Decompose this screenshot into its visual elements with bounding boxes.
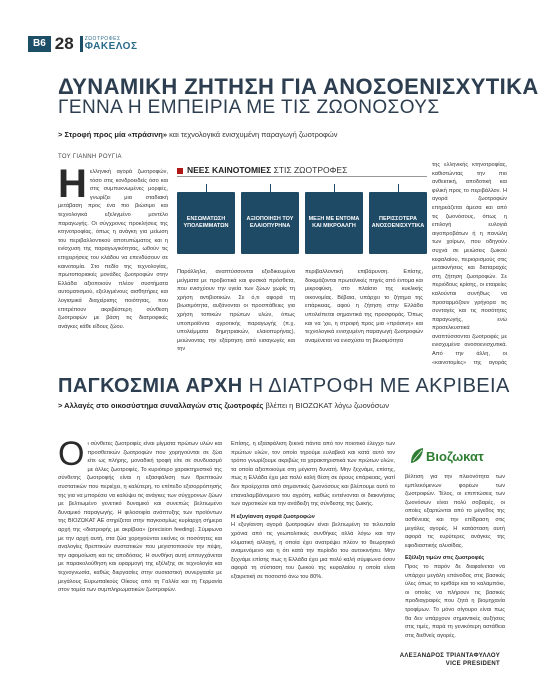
- article2-subhead2: Εξέλιξη τιμών στις ζωοτροφές: [405, 555, 485, 562]
- innovations-title: [177, 165, 347, 175]
- innovation-box: ΜΕΞΗ ΜΕ ΕΝΤΟΜΑ ΚΑΙ ΜΙΚΡΟΑΛΓΗ: [305, 192, 363, 254]
- innovation-box: ΠΕΡΙΣΣΟΤΕΡΑ ΑΝΟΣΟΕΝΙΣΧΥΤΙΚΑ: [369, 192, 427, 254]
- article1-column3: περιβαλλοντική επιβάρυνση. Επίσης, δοκιμάζονται πρωτεϊνικές πηγές από έντομα και μικροφύκη, στο πλαίσιο της κυκλικής οικονομίας. Βέβαια, υπάρχει το ζήτημα της επάρκειας, αφού η ζήτηση στην Ελλάδα υπολείπεται σημαντικά της προσφοράς. Όπως και να 'χει, η στροφή προς μια «πράσινη» και τεχνολογικά ενισχυμένη παραγωγή ζωοτροφών αναμένεται να ενισχύσει τη βιωσιμότητα: [305, 269, 423, 344]
- red-square-icon: [177, 168, 183, 174]
- page-label: B6: [28, 36, 51, 52]
- article2-col1-text: ι σύνθετες ζωοτροφές είναι μίγματα πρώτων υλών και προσθετικών ζωοτροφών που χορηγούνται σε ζώα είτε ως πλήρης, μοναδική τροφή είτε σε συνδυασμό με άλλες ζωοτροφές. Το κυριότερο χαρακτηριστικό της σύνθετης ζωοτροφής είναι η εξασφάλιση των θρεπτικών συστατικών που περιέχει, η καλύτερη, το επίπεδο εξισορρόπησής της για να μπορέσει να καλύψει τις ανάγκες των σύγχρονων ζώων με βελτιωμένο γενετικό δυναμικό και συνεπώς βελτιωμένο δυναμικό παραγωγής. Η φιλοσοφία ανάπτυξης των προϊόντων της ΒΙΟΖΩΚΑΤ ΑΕ στηρίζεται στην παγκοσμίως κυρίαρχη σήμερα αρχή της «διατροφής με ακρίβεια» (precision feeding). Σύμφωνα με την αρχή αυτή, στα ζώα χορηγούνται εκείνες οι ποσότητες και αναλογίες θρεπτικών συστατικών που μεγιστοποιούν την πέψη, την αφομοίωση και τις αποδόσεις. Η συνθήκη αυτή επιτυγχάνεται με παρακολούθηση και εφαρμογή της εξέλιξης σε τεχνολογία και τεχνογνωσία, καθώς διεργασίες στην ουσιαστική συνεργασία με μεγάλους Ευρωπαϊκούς Οίκους από τη Γαλλία και τη Γερμανία στον τομέα των συμπληρωματικών ζωοτροφών.: [58, 441, 222, 594]
- innovation-box: ΑΞΙΟΠΟΙΗΣΗ ΤΟΥ ΕΛΑΙΟΠΥΡΗΝΑ: [241, 192, 299, 254]
- section-label: [85, 36, 138, 52]
- article2-title: [58, 375, 510, 398]
- article2-column3: [405, 473, 505, 651]
- biozokat-logo: [408, 445, 486, 467]
- article2-subhead1: Η εξυγίανση αγορά ζωοτροφών: [231, 513, 315, 520]
- connector-line: [270, 184, 271, 192]
- article2-title-bold: ΠΑΓΚΟΣΜΙΑ ΑΡΧΗ: [58, 375, 243, 397]
- article2-col2-para1: Επίσης, η εξασφάλιση ξεκινά πάντα από τον ποιοτικό έλεγχο των πρώτων υλών, τον οποίο τηρούμε ευλαβικά και κατά αυτό τον τρόπο γνωρίζουμε ακριβώς τα χαρακτηριστικά των πρώτων υλών, τα οποία αξιοποιούμε στη μέγιστη δυνατή. Μην ξεχνάμε, επίσης, πως η Ελλάδα έχει μια πολύ καλή θέση σε όρους επάρκειας, γιατί δεν προέρχεται από σημαντικές ζωονόσους και βλέπουμε αυτό το επαναλαμβάνομενο του αγρότη, καθώς εντείνονται οι διακινήσεις των αγροτικών και την ανάδειξη της σύνδεσης της ζωικής.: [231, 441, 395, 508]
- article1-byline: ΤΟΥ ΓΙΑΝΝΗ ΡΟΥΓΙΑ: [58, 154, 122, 160]
- article1-column4: της ελληνικής κτηνοτροφίας, καθιστώντας την πιο ανθεκτική, αποδοτική και φιλική προς το περιβάλλον. Η αγορά ζωοτροφών επηρεάζεται άμεσα και από τις ζωονόσους, όπως η επιλογή ευλογιά αιγοπροβάτων ή η πανώλη των χοίρων, που οδηγούν συχνά σε μειώσεις ζωικού κεφαλαίου, περιορισμούς στις μετακινήσεις και διαταραχές στη ζήτηση ζωοτροφών. Σε περιόδους κρίσης, οι εταιρείες καλούνται συνήθως να προσαρμόζουν γρήγορα τις συνταγές και τις ποσότητες παραγωγής, ενώ προσελκυστικά αναπτύσσονται ζωοτροφές με ενισχυμένα ανοσοενισχυτικά. Από την άλλη, οι «καινοτομίες» της αγοράς: [432, 162, 507, 366]
- logo-text: Βιοζωκατ: [426, 449, 484, 464]
- article1-column1: [58, 168, 168, 368]
- innovations-divider: [177, 176, 427, 177]
- article1-deck-bold: > Στροφή προς μία «πράσινη»: [58, 130, 168, 139]
- innovation-box: ΕΝΣΩΜΑΤΩΣΗ ΥΠΟΛΕΙΜΜΑΤΩΝ: [177, 192, 235, 254]
- article2-dropcap: Ο: [58, 440, 85, 473]
- connector-line: [206, 184, 207, 192]
- article2-deck-rest: βλέπει η ΒΙΟΖΩΚΑΤ λόγω ζωονόσων: [263, 401, 389, 410]
- article2-col2-para2: Η εξυγίανση αγορά ζωοτροφών είναι βελτιωμένη τα τελευταία χρόνια από τις γεωπολιτικές συνθήκες αλλά λόγω και την κλιματική αλλαγή, η οποία έχει ανατρέψει πλέον το θεωρητικό αναμενόμενο και η ότι κατά την περίοδο του αυτοκινήσει. Μην ξεχνάμε επίσης πως η Ελλάδα έχει μια πολύ καλή σύμφωνα όσον αφορά τη σύσταση του ζωικού της κεφαλαίου η οποία είναι εξαιρετική σε ποσοστό άνω του 80%.: [231, 522, 395, 580]
- article2-deck-bold: > Αλλαγές στο οικοσύστημα συναλλαγών στις ζωοτροφές: [58, 401, 264, 410]
- article1-deck-rest: και τεχνολογικά ενισχυμένη παραγωγή ζωοτροφών: [167, 130, 338, 139]
- article2-col3-para2: Προς το παρόν δε διαφαίνεται να υπάρχει μεγάλη επάνοδος στις βασικές ύλες όπως το κριθάρι και το καλαμπόκι, οι οποίες να πλήρουν τις βασικές προδιαγραφές που ζητά η βιομηχανία τροφίμων. Το μόνο σίγουρο είναι πως θα δεν υπάρχουν σημαντικές αυξήσεις στις τιμές, παρά τη γενικότερη αστάθεια στις διεθνείς αγορές.: [405, 563, 505, 639]
- article2-title-rest: Η ΔΙΑΤΡΟΦΗ ΜΕ ΑΚΡΙΒΕΙΑ: [242, 375, 510, 397]
- article1-col1-text: ελληνική αγορά ζωοτροφών, τόσο στις κονδροειδείς όσο και στις συμπυκνωμένες μορφές, γνωρίζει μια σταδιακή μετάβαση προς ένα πιο βιώσιμο και τεχνολογικά εξελιγμένο μοντέλο παραγωγής. Οι σύγχρονες προκλήσεις της κτηνοτροφίας, όπως η ανάγκη για μείωση του περιβαλλοντικού αποτυπώματος και η ενίσχυση της παραγωγικότητας, ωθούν τις επιχειρήσεις του κλάδου να επενδύσουν σε καινοτομία. Στο πεδίο της τεχνολογίας, πρωτοποριακές μονάδες ζωοτροφών στην Ελλάδα αξιοποιούν πλέον συστήματα αυτοματισμού, εξελιγμένους αισθητήρες και λογισμικά διαχείρισης ποιότητας, που επιτρέπουν ακριβέστερη σύνθεση ζωοτροφών με βάση τις διατροφικές ανάγκες κάθε είδους ζώου.: [58, 169, 168, 330]
- article2-column1: [58, 440, 222, 672]
- section-big: ΦΑΚΕΛΟΣ: [84, 40, 138, 52]
- header-divider: [80, 36, 83, 52]
- page-header: [28, 36, 137, 52]
- article2-column2: [231, 440, 395, 672]
- connector-line: [398, 184, 399, 192]
- innovations-title-rest: ΣΤΙΣ ΖΩΟΤΡΟΦΕΣ: [271, 165, 348, 175]
- page-number: 28: [54, 34, 74, 53]
- signature: [382, 652, 500, 668]
- article1-title-line1: ΔΥΝΑΜΙΚΗ ΖΗΤΗΣΗ ΓΙΑ ΑΝΟΣΟΕΝΙΣΧΥΤΙΚΑ: [58, 74, 539, 99]
- section-small: ΖΩΟΤΡΟΦΕΣ: [84, 35, 121, 42]
- article1-title-line2: ΓΕΝΝΑ Η ΕΜΠΕΙΡΙΑ ΜΕ ΤΙΣ ΖΩΟΝΟΣΟΥΣ: [58, 97, 440, 118]
- article2-deck: [58, 401, 389, 410]
- article2-col3-para1: βέλτιση για την πλειονότητα των εμπλεκόμενων φορέων των ζωοτροφών. Τέλος, οι επιπτώσεις των ζωονόσων είναι πολύ σοβαρές, οι οποίες εξαρτώνται από το μέγεθος της ασθένειας και την επίδραση στις μεγάλες αγορές. Η κατάσταση αυτή αφορά τις ευρύτερες ανάγκες της εφοδιαστικής αλυσίδας.: [405, 474, 505, 549]
- article1-column2: Παράλληλα, αναπτύσσονται εξειδικευμένα μείγματα με προβιοτικά και φυσικά πρόσθετα, που ενισχύουν την υγεία των ζώων χωρίς τη χρήση αντιβιοτικών. Σε ό,τι αφορά τη βιωσιμότητα, αυξάνονται οι προσπάθειες για χρήση τοπικών πρώτων υλών, όπως υποπροϊόντα αγροτικής παραγωγής (π.χ. υπολείμματα δημητριακών, ελαιοπυρήνας), μειώνοντας την εξάρτηση από εισαγωγές και την: [177, 269, 295, 353]
- article1-dropcap: Η: [58, 168, 87, 206]
- connector-line: [334, 184, 335, 192]
- article1-deck: [58, 130, 338, 139]
- signature-title: VICE PRESIDENT: [445, 661, 500, 667]
- signature-name: ΑΛΕΞΑΝΔΡΟΣ ΤΡΙΑΝΤΑΦΥΛΛΟΥ: [399, 653, 500, 659]
- innovations-title-bold: ΝΕΕΣ ΚΑΙΝΟΤΟΜΙΕΣ: [187, 165, 272, 175]
